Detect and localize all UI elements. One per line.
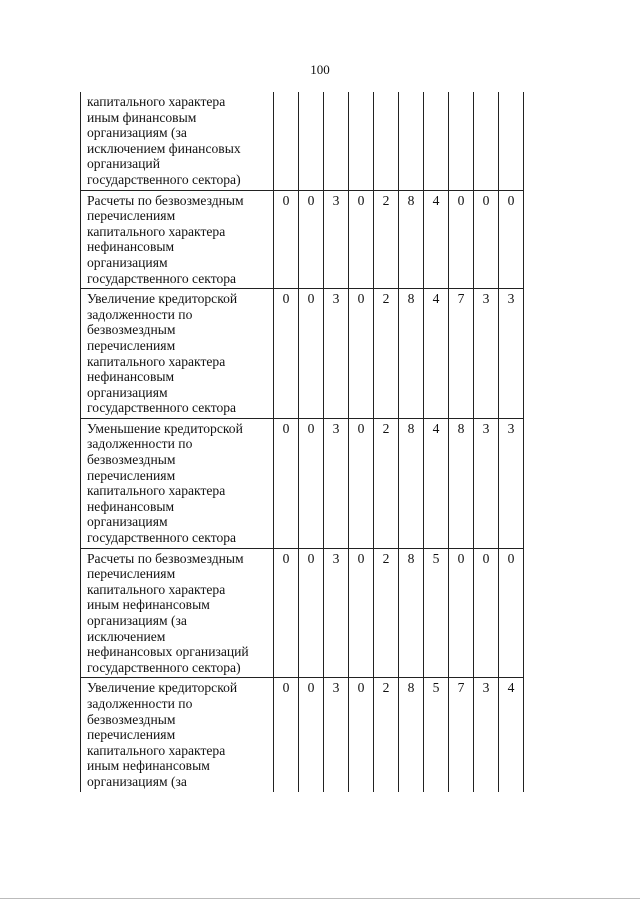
label-line: капитального характера [87,353,226,369]
label-line: задолженности по [87,436,193,452]
table-row [81,190,524,289]
code-digit-cell: 5 [424,548,449,678]
code-digit-cell: 7 [449,678,474,792]
code-digit-cell: 0 [299,289,324,419]
code-digit-cell [324,92,349,190]
label-line: организациям (за [87,613,187,628]
label-line: государственного сектора) [87,659,241,675]
label-line: организациям (за [87,125,187,141]
code-digit-cell: 4 [424,190,449,289]
code-digit-cell: 3 [474,289,499,419]
code-digit-cell: 3 [474,678,499,792]
code-digit-cell [349,92,374,190]
code-digit-cell: 0 [349,190,374,289]
table-body [81,92,524,792]
code-digit-cell: 0 [349,289,374,419]
code-digit-cell: 2 [374,548,399,678]
code-digit-cell: 8 [399,190,424,289]
label-line: Увеличение кредиторской [87,291,238,307]
table-row [81,678,524,792]
code-digit-cell: 8 [449,418,474,548]
code-digit-cell: 3 [324,289,349,419]
code-digit-cell [499,92,524,190]
code-digit-cell: 3 [324,418,349,548]
row-label [81,289,274,419]
code-digit-cell: 0 [349,548,374,678]
label-line: задолженности по [87,695,193,711]
code-digit-cell: 8 [399,289,424,419]
label-line: организациям [87,514,168,530]
table-row [81,548,524,678]
code-digit-cell [374,92,399,190]
label-line: Уменьшение кредиторской [87,420,243,436]
label-line: Расчеты по безвозмездным [87,550,244,566]
row-label [81,418,274,548]
label-line: Увеличение кредиторской [87,680,238,696]
label-line: организациям [87,254,168,270]
bottom-rule [0,898,640,899]
code-digit-cell [399,92,424,190]
code-digit-cell [299,92,324,190]
code-digit-cell: 0 [299,678,324,792]
code-digit-cell: 0 [274,678,299,792]
code-digit-cell: 2 [374,678,399,792]
code-digit-cell: 8 [399,548,424,678]
account-codes-table [80,92,524,792]
code-digit-cell: 8 [399,678,424,792]
label-line: нефинансовым [87,239,175,255]
code-digit-cell: 3 [324,678,349,792]
label-line: капитального характера [87,581,226,597]
code-digit-cell [424,92,449,190]
label-line: государственного сектора [87,270,237,286]
label-line: иным нефинансовым [87,597,210,613]
label-line: капитального характера [87,742,226,758]
label-line: государственного сектора [87,530,237,546]
label-line: исключением финансовых [87,140,241,156]
code-digit-cell: 3 [324,190,349,289]
code-digit-cell: 8 [399,418,424,548]
label-line: иным нефинансовым [87,758,210,774]
label-line: задолженности по [87,306,193,322]
code-digit-cell [449,92,474,190]
code-digit-cell: 0 [299,190,324,289]
code-digit-cell [474,92,499,190]
label-line: перечислениям [87,208,176,224]
table-row [81,92,524,190]
row-label [81,548,274,678]
code-digit-cell: 0 [274,190,299,289]
code-digit-cell [274,92,299,190]
code-digit-cell: 0 [349,418,374,548]
code-digit-cell: 0 [349,678,374,792]
label-line: нефинансовым [87,498,175,514]
label-line: перечислениям [87,727,176,743]
label-line: безвозмездным [87,322,176,338]
code-digit-cell: 3 [499,418,524,548]
code-digit-cell: 4 [424,289,449,419]
code-digit-cell: 0 [474,190,499,289]
code-digit-cell: 7 [449,289,474,419]
label-line: организаций [87,156,160,172]
code-digit-cell: 0 [449,190,474,289]
row-label [81,92,274,190]
code-digit-cell: 2 [374,418,399,548]
row-label [81,678,274,792]
label-line: Расчеты по безвозмездным [87,192,244,208]
code-digit-cell: 0 [299,418,324,548]
label-line: исключением [87,628,166,644]
label-line: организациям (за [87,773,187,789]
label-line: государственного сектора [87,400,237,416]
label-line: организациям [87,384,168,400]
code-digit-cell: 0 [274,289,299,419]
row-label [81,190,274,289]
code-digit-cell: 0 [474,548,499,678]
code-digit-cell: 5 [424,678,449,792]
code-digit-cell: 0 [449,548,474,678]
code-digit-cell: 2 [374,190,399,289]
code-digit-cell: 0 [274,418,299,548]
label-line: перечислениям [87,337,176,353]
code-digit-cell: 3 [499,289,524,419]
label-line: государственного сектора) [87,171,241,187]
code-digit-cell: 0 [499,190,524,289]
label-line: перечислениям [87,467,176,483]
code-digit-cell: 4 [424,418,449,548]
label-line: капитального характера [87,94,226,109]
table-row [81,418,524,548]
label-line: капитального характера [87,483,226,499]
label-line: нефинансовых организаций [87,644,249,660]
table-row [81,289,524,419]
code-digit-cell: 0 [274,548,299,678]
label-line: капитального характера [87,223,226,239]
label-line: нефинансовым [87,369,175,385]
label-line: иным финансовым [87,109,197,125]
code-digit-cell: 3 [324,548,349,678]
code-digit-cell: 0 [299,548,324,678]
label-line: безвозмездным [87,452,176,468]
code-digit-cell: 3 [474,418,499,548]
code-digit-cell: 4 [499,678,524,792]
code-digit-cell: 0 [499,548,524,678]
code-digit-cell: 2 [374,289,399,419]
page-number: 100 [310,62,330,77]
label-line: безвозмездным [87,711,176,727]
label-line: перечислениям [87,566,176,582]
